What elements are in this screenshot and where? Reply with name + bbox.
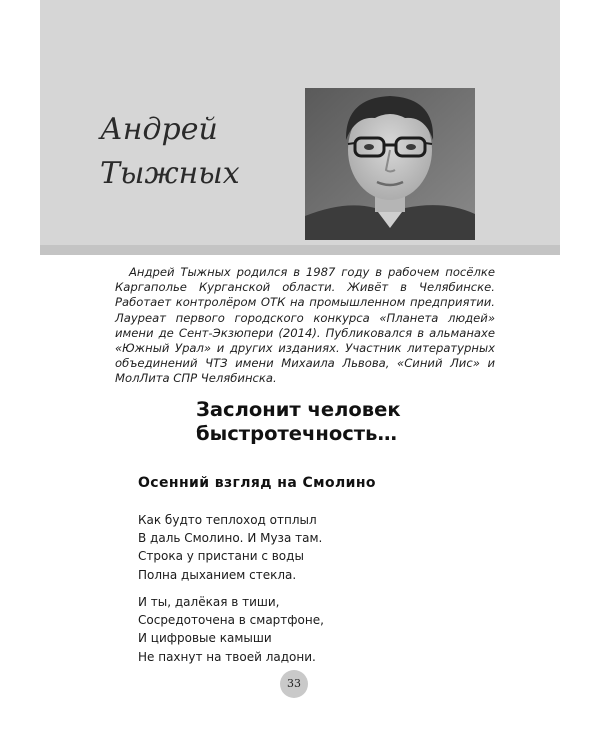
poem-stanza [138, 593, 458, 666]
poem-title: Осенний взгляд на Смолино [138, 475, 376, 491]
poem-line: В даль Смолино. И Муза там. [138, 531, 323, 546]
poem-line: И цифровые камыши [138, 631, 272, 646]
poem-line: Не пахнут на твоей ладони. [138, 649, 316, 664]
author-bio: Андрей Тыжных родился в 1987 году в рабочем посёлке Каргаполье Курганской области. Живёт в Челябинске. Работает контролёром ОТК на промышленном предприятии. Лауреат первого городского конкурса «Планета людей» имени де Сент-Экзюпери (2014). Публиковался в альманахе «Южный Урал» и других изданиях. Участник литературных объединений ЧТЗ имени Михаила Львова, «Синий Лис» и МолЛита СПР Челябинска. [115, 265, 495, 386]
page-number: 33 [280, 670, 308, 698]
author-last-name: Тыжных [100, 156, 240, 191]
author-photo [305, 88, 475, 240]
cycle-title-line-1: Заслонит человек [196, 398, 401, 421]
author-name [100, 108, 300, 196]
poem-line: И ты, далёкая в тиши, [138, 595, 280, 609]
cycle-title-line-2: быстротечность… [196, 422, 397, 445]
poem-stanza [138, 511, 458, 584]
header-rule [40, 245, 560, 255]
poem-line: Строка у пристани с воды [138, 549, 304, 564]
poem-line: Как будто теплоход отплыл [138, 513, 317, 527]
cycle-title [196, 398, 496, 446]
poem-line: Сосредоточена в смартфоне, [138, 613, 324, 628]
poem-line: Полна дыханием стекла. [138, 567, 297, 582]
author-first-name: Андрей [100, 112, 218, 147]
